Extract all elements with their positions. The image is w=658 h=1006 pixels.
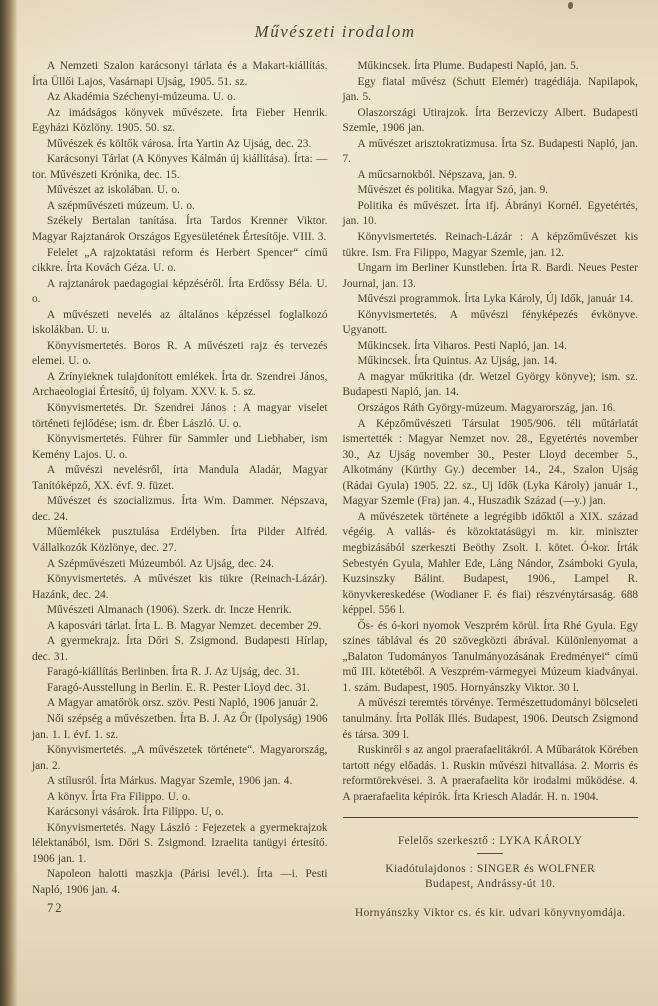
bibliography-entry: Felelet „A rajzoktatási reform és Herbert Spencer“ című cikkre. Írta Kovách Géza. U. o. — [32, 246, 328, 275]
bibliography-entry: Könyvismertetés. Führer für Sammler und Liebhaber, ism Kemény Lajos. U. o. — [32, 433, 328, 461]
bibliography-entry: Műkincsek. Írta Quintus. Az Ujság, jan. 14. — [357, 355, 558, 368]
footer-divider — [343, 817, 639, 818]
book-gutter-shadow — [0, 0, 18, 1006]
bibliography-entry: Könyvismertetés. Dr. Szendrei János : A magyar viselet történeti fejlődése; ism. dr. Éber László. U. o. — [32, 402, 328, 430]
bibliography-entry: Napoleon halotti maszkja (Párisi levél.). Írta —i. Pesti Napló, 1906 jan. 4. — [32, 868, 328, 896]
bibliography-entry: Művészi programmok. Írta Lyka Károly, Új Idők, január 14. — [357, 293, 634, 306]
bibliography-entry: A könyv. Írta Fra Filippo. U. o. — [47, 790, 191, 803]
page-title: Művészeti irodalom — [254, 22, 416, 41]
bibliography-entry: Könyvismertetés. Nagy László : Fejezetek a gyermekrajzok lélektanából, ism. Dőri S. Zsigmond. Izraelita tanügyi értesítő. 1906 jan. 1. — [32, 821, 328, 865]
bibliography-entry: A Képzőművészeti Társulat 1905/906. téli műtárlatát ismertették : Magyar Nemzet nov. 28., Egyetértés november 30., Az Ujság november 30., Pester Lloyd december 5., Alkotmány (Kürthy Gy.) december 14., 24., Szalon Ujság (Rádai Gyula) 1905. 22. sz., Uj Idők (Lyka Károly) január 1., Magyar Szemle (Fra) jan. 4., Huszadik Század (—y.) jan. — [342, 417, 638, 508]
printer-line: Hornyánszky Viktor cs. és kir. udvari könyvnyomdája. — [355, 907, 626, 920]
bibliography-entry: Egy fiatal művész (Schutt Elemér) tragédiája. Napilapok, jan. 5. — [342, 75, 638, 104]
bibliography-entry: Ős- és ó-kori nyomok Veszprém körül. Írta Rhé Gyula. Egy szines táblával és 20 szövegközti ábrával. Különlenyomat a „Balaton Tudományos Tanulmányozásának Eredményei“ című mű III. kötetéből. A Veszprém-vármegyei Múzeum kiadványai. 1. szám. Budapest, 1905. Hornyánszky Viktor. 30 l. — [342, 619, 638, 694]
bibliography-entry: Könyvismertetés. Reinach-Lázár : A képzőművészet kis tükre. Ism. Fra Filippo, Magyar Szemle, jan. 12. — [342, 231, 638, 259]
bibliography-entry: Ungarn im Berliner Kunstleben. Írta R. Bardi. Neues Pester Journal, jan. 13. — [342, 262, 638, 290]
bibliography-entry: A stílusról. Írta Márkus. Magyar Szemle, 1906 jan. 4. — [47, 775, 293, 788]
page-content — [32, 22, 638, 921]
bibliography-entry: A magyar műkritika (dr. Wetzel György könyve); ism. sz. Budapesti Napló, jan. 14. — [342, 370, 638, 399]
bibliography-entry: A Nemzeti Szalon karácsonyi tárlata és a Makart-kiállítás. Írta Üllői Lajos, Vasárnapi Ujság, 1905. 51. sz. — [32, 60, 328, 88]
bibliography-entry: Könyvismertetés. A művészet kis tükre (Reinach-Lázár). Hazánk, dec. 24. — [32, 573, 328, 601]
bibliography-entry: Országos Ráth György-múzeum. Magyarország, jan. 16. — [357, 402, 616, 415]
bibliography-entry: Olaszországi Utirajzok. Írta Berzeviczy Albert. Budapesti Szemle, 1906 jan. — [342, 106, 638, 135]
bibliography-entry: Az imádságos könyvek művészete. Írta Fieber Henrik. Egyházi Közlöny. 1905. 50. sz. — [32, 106, 328, 135]
left-column — [32, 59, 328, 921]
bibliography-entry: Műemlékek pusztulása Erdélyben. Írta Pilder Alfréd. Vállalkozók Közlönye, dec. 27. — [32, 526, 328, 554]
publisher-address-line: Budapest, Andrássy-út 10. — [425, 878, 556, 891]
left-column-entries — [32, 59, 328, 899]
bibliography-entry: A művészi nevelésről, írta Mandula Aladár, Magyar Tanítóképző, XX. évf. 9. füzet. — [32, 464, 328, 492]
bibliography-entry: A művészet arisztokratizmusa. Írta Sz. Budapesti Napló, jan. 7. — [342, 137, 638, 166]
bibliography-entry: A Magyar amatőrök orsz. szöv. Pesti Napló, 1906 január 2. — [47, 697, 319, 710]
bibliography-entry: Női szépség a művészetben. Írta B. J. Az Őr (Ipolyság) 1906 jan. 1. I. évf. 1. sz. — [32, 712, 328, 741]
bibliography-entry: A Szépművészeti Múzeumból. Az Ujság, dec. 24. — [47, 557, 275, 570]
publisher-line: Kiadótulajdonos : SINGER és WOLFNER — [385, 863, 596, 876]
bibliography-entry: Könyvismertetés. „A művészetek története“. Magyarország, jan. 2. — [32, 744, 328, 772]
bibliography-entry: Művészet az iskolában. U. o. — [47, 184, 180, 197]
right-column — [343, 59, 639, 921]
imprint-footer — [343, 834, 639, 921]
bibliography-entry: A Zrínyieknek tulajdonított emlékek. Írta dr. Szendrei János, Archaeologiai Értesítő, új folyam. XXV. k. 5. sz. — [32, 370, 328, 399]
bibliography-entry: A művészetek története a legrégibb időktől a XIX. század végéig. A vallás- és közoktatásügyi m. kir. miniszter megbizásából szerkeszti Beöthy Zsolt. I. kötet. Ó-kor. Írták Sebestyén Gyula, Mahler Ede, Láng Nándor, Zsámboki Gyula, Kuzsinszky Bálint. Budapest, 1906., Lampel R. könyvkereskedése (Wodianer F. és fiai) részvénytársaság. 688 képpel. 556 l. — [342, 510, 638, 617]
bibliography-entry: Székely Bertalan tanítása. Írta Tardos Krenner Viktor. Magyar Rajztanárok Országos Egyesületének Értesítője. VIII. 3. — [32, 215, 328, 244]
two-column-layout — [32, 59, 638, 921]
bibliography-entry: A művészeti nevelés az általános képzéssel foglalkozó iskolákban. U. u. — [32, 308, 328, 337]
bibliography-entry: Művészet és politika. Magyar Szó, jan. 9. — [357, 184, 549, 197]
flourish-divider — [477, 853, 503, 854]
bibliography-entry: A műcsarnokból. Népszava, jan. 9. — [357, 168, 517, 181]
bibliography-entry: Karácsonyi Tárlat (A Könyves Kálmán új kiállítása). Írta: —tor. Művészeti Krónika, dec. 15. — [32, 153, 328, 181]
bibliography-entry: A kaposvári tárlat. Írta L. B. Magyar Nemzet. december 29. — [47, 619, 322, 632]
scan-speck-artifact — [568, 2, 573, 9]
bibliography-entry: A gyermekrajz. Írta Dőri S. Zsigmond. Budapesti Hírlap, dec. 31. — [32, 635, 328, 663]
bibliography-entry: Műkincsek. Írta Plume. Budapesti Napló, jan. 5. — [357, 60, 579, 72]
bibliography-entry: A művészi teremtés törvénye. Természettudományi bölcseleti tanulmány. Írta Pollák Illés. Budapest, 1906. Deutsch Zsigmond és társa. 309 l. — [342, 697, 638, 741]
bibliography-entry: Ruskinről s az angol praerafaelitákról. A Műbarátok Körében tartott négy előadás. 1. Ruskin művészi hitvallása. 2. Morris és reformtörekvései. 3. A praerafaelita kör irodalmi működése. 4. A praerafaelita képirók. Írta Kriesch Aladár. H. n. 1904. — [342, 744, 638, 803]
bibliography-entry: Műkincsek. Írta Viharos. Pesti Napló, jan. 14. — [357, 339, 568, 352]
bibliography-entry: A szépművészeti múzeum. U. o. — [47, 199, 195, 212]
right-column-entries — [343, 59, 639, 805]
page-number: 72 — [47, 900, 64, 915]
bibliography-entry: Művészek és költők városa. Írta Yartin Az Ujság, dec. 23. — [47, 137, 312, 150]
bibliography-entry: Politika és művészet. Írta ifj. Ábrányi Kornél. Egyetértés, jan. 10. — [342, 199, 638, 228]
bibliography-entry: Művészeti Almanach (1906). Szerk. dr. Incze Henrik. — [47, 604, 292, 617]
bibliography-entry: Az Akadémia Széchenyi-múzeuma. U. o. — [47, 91, 236, 104]
responsible-editor-line: Felelős szerkesztő : LYKA KÁROLY — [398, 835, 583, 848]
bibliography-entry: Könyvismertetés. Boros R. A művészeti rajz és tervezés elemei. U. o. — [32, 339, 328, 368]
bibliography-entry: Karácsonyi vásárok. Írta Filippo. U, o. — [47, 806, 224, 819]
bibliography-entry: Művészet és szocializmus. Írta Wm. Dammer. Népszava, dec. 24. — [32, 495, 328, 523]
bibliography-entry: Faragó-Ausstellung in Berlin. E. R. Pester Lloyd dec. 31. — [47, 681, 310, 694]
bibliography-entry: Könyvismertetés. A művészi fényképezés évkönyve. Ugyanott. — [342, 308, 638, 337]
bibliography-entry: Faragó-kiállítás Berlinben. Írta R. J. Az Ujság, dec. 31. — [47, 666, 300, 679]
bibliography-entry: A rajztanárok paedagogiai képzéséről. Írta Erdőssy Béla. U. o. — [32, 277, 328, 306]
